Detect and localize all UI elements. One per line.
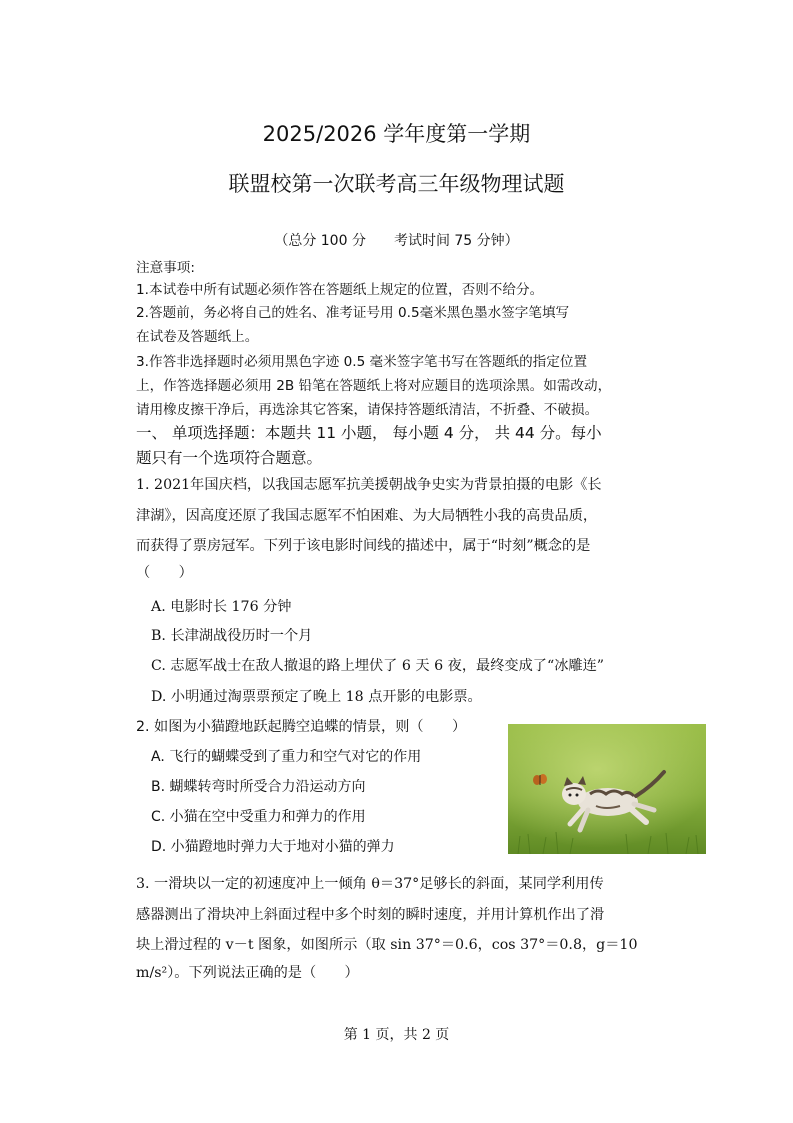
exam-title-term: 2025/2026 学年度第一学期 [262, 122, 531, 146]
butterfly-icon [533, 774, 547, 785]
q1-option-c: C. 志愿军战士在敌人撤退的路上埋伏了 6 天 6 夜，最终变成了“冰雕连” [151, 658, 605, 674]
q2-option-d: D. 小猫蹬地时弹力大于地对小猫的弹力 [151, 839, 395, 855]
q1-stem-line1: 1. 2021年国庆档，以我国志愿军抗美援朝战争史实为背景拍摄的电影《长 [136, 477, 602, 493]
q2-option-b: B. 蝴蝶转弯时所受合力沿运动方向 [151, 779, 366, 795]
q1-stem-line2: 津湖》，因高度还原了我国志愿军不怕困难、为大局牺牲小我的高贵品质， [136, 508, 598, 524]
q1-answer-blank: （ ） [136, 565, 193, 581]
q3-stem-line4: m/s²）。下列说法正确的是（ ） [136, 965, 359, 981]
notes-heading: 注意事项: [136, 260, 195, 276]
page-footer: 第 1 页，共 2 页 [343, 1027, 450, 1043]
q2-option-c: C. 小猫在空中受重力和弹力的作用 [151, 809, 366, 825]
q3-stem-line1: 3. 一滑块以一定的初速度冲上一倾角 θ＝37°足够长的斜面，某同学利用传 [136, 876, 604, 892]
note-3c: 请用橡皮擦干净后，再选涂其它答案，请保持答题纸清洁，不折叠、不破损。 [136, 402, 599, 418]
q1-stem-line3: 而获得了票房冠军。下列于该电影时间线的描述中，属于“时刻”概念的是 [136, 538, 591, 554]
exam-score-time: （总分 100 分 考试时间 75 分钟） [274, 233, 519, 249]
exam-title-subject: 联盟校第一次联考高三年级物理试题 [228, 172, 565, 196]
q1-option-a: A. 电影时长 176 分钟 [151, 599, 292, 615]
note-2a: 2.答题前，务必将自己的姓名、准考证号用 0.5毫米黑色墨水签字笔填写 [136, 305, 570, 321]
q2-stem: 2. 如图为小猫蹬地跃起腾空追蝶的情景，则（ ） [136, 719, 467, 735]
note-3a: 3.作答非选择题时必须用黑色字迹 0.5 毫米签字笔书写在答题纸的指定位置 [136, 354, 588, 370]
cat-chasing-butterfly-photo [508, 724, 706, 854]
q3-stem-line2: 感器测出了滑块冲上斜面过程中多个时刻的瞬时速度，并用计算机作出了滑 [136, 907, 605, 923]
q1-option-b: B. 长津湖战役历时一个月 [151, 628, 313, 644]
q1-option-d: D. 小明通过淘票票预定了晚上 18 点开影的电影票。 [151, 689, 482, 705]
q2-option-a: A. 飞行的蝴蝶受到了重力和空气对它的作用 [151, 749, 422, 765]
section-heading-line2: 题只有一个选项符合题意。 [136, 449, 323, 467]
q3-stem-line3: 块上滑过程的 v－t 图象，如图所示（取 sin 37°＝0.6，cos 37°＝0.8，g＝10 [136, 937, 638, 953]
section-heading-line1: 一、 单项选择题：本题共 11 小题， 每小题 4 分， 共 44 分。每小 [136, 424, 602, 442]
note-3b: 上，作答选择题必须用 2B 铅笔在答题纸上将对应题目的选项涂黑。如需改动， [136, 378, 612, 394]
note-1: 1.本试卷中所有试题必须作答在答题纸上规定的位置，否则不给分。 [136, 282, 544, 298]
note-2b: 在试卷及答题纸上。 [136, 329, 259, 345]
